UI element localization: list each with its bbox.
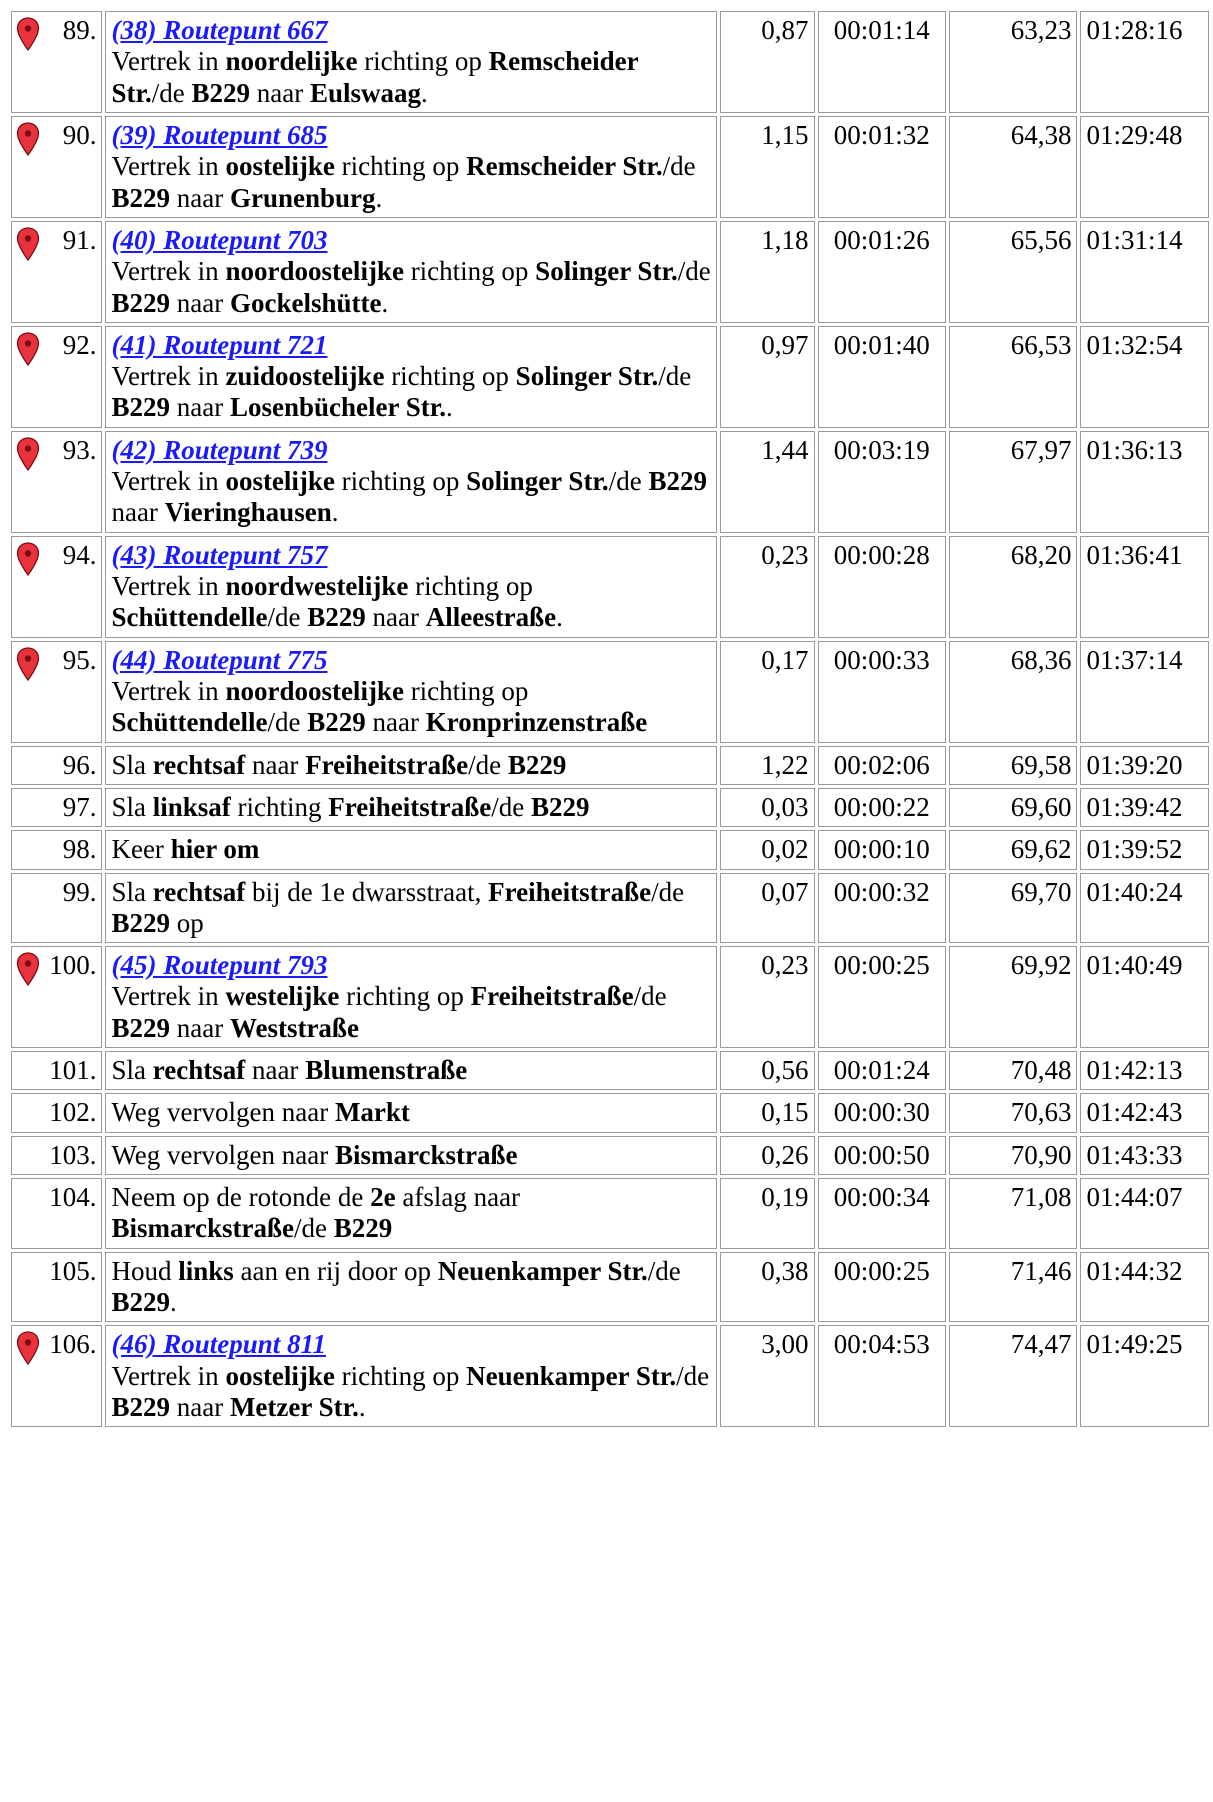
- cumulative-time: 01:42:13: [1080, 1051, 1209, 1090]
- instruction-text: Vertrek in: [111, 46, 226, 77]
- map-pin-icon[interactable]: [16, 332, 40, 366]
- step-description: [105, 873, 717, 944]
- instruction-text: aan en rij door op: [233, 1255, 438, 1286]
- cumulative-time: 01:43:33: [1080, 1136, 1209, 1175]
- step-number: 103.: [49, 1139, 97, 1170]
- table-row: [11, 221, 1209, 323]
- instruction-text: /de: [151, 77, 192, 108]
- cumulative-time: 01:40:49: [1080, 946, 1209, 1048]
- instruction-keyword: Markt: [334, 1097, 410, 1128]
- step-number: 93.: [62, 434, 97, 465]
- step-number: 89.: [62, 15, 97, 45]
- segment-distance: 0,97: [720, 326, 815, 428]
- instruction-text: Vertrek in: [111, 256, 226, 287]
- step-description: [105, 946, 717, 1048]
- step-number: 105.: [49, 1255, 97, 1286]
- table-row: [11, 746, 1209, 785]
- instruction-keyword: noordwestelijke: [225, 571, 409, 601]
- segment-distance: 3,00: [720, 1325, 815, 1427]
- waypoint-link[interactable]: (43) Routepunt 757: [111, 539, 328, 570]
- instruction-text: richting op: [403, 675, 529, 706]
- instruction-keyword: Blumenstraße: [305, 1055, 468, 1086]
- instruction-text: .: [331, 497, 339, 528]
- instruction-keyword: Bismarckstraße: [334, 1139, 518, 1170]
- instruction-text: Vertrek in: [111, 466, 226, 497]
- segment-distance: 1,22: [720, 746, 815, 785]
- instruction-text: naar: [365, 707, 426, 738]
- instruction-keyword: 2e: [370, 1182, 396, 1212]
- instruction-text: naar: [245, 749, 306, 780]
- instruction-keyword: Freiheitstraße: [470, 981, 634, 1012]
- segment-duration: 00:01:32: [818, 116, 946, 218]
- segment-duration: 00:01:14: [818, 11, 946, 113]
- step-number: 101.: [49, 1055, 97, 1086]
- table-row: [11, 431, 1209, 533]
- instruction-text: .: [556, 602, 563, 633]
- table-row: [11, 1136, 1209, 1175]
- cumulative-distance: 68,20: [949, 536, 1077, 638]
- instruction-text: naar: [169, 182, 230, 213]
- cumulative-distance: 63,23: [949, 11, 1077, 113]
- segment-duration: 00:00:34: [818, 1178, 946, 1249]
- map-pin-icon[interactable]: [16, 542, 40, 576]
- instruction-keyword: Neuenkamper Str.: [437, 1255, 648, 1286]
- instruction-keyword: B229: [507, 749, 567, 780]
- cumulative-distance: 70,48: [949, 1051, 1077, 1090]
- waypoint-link[interactable]: (46) Routepunt 811: [111, 1329, 327, 1360]
- instruction-keyword: rechtsaf: [152, 876, 246, 907]
- instruction-keyword: Solinger Str.: [515, 361, 659, 392]
- segment-distance: 0,56: [720, 1051, 815, 1090]
- instruction-text: naar: [111, 497, 165, 528]
- step-number-cell: [11, 946, 102, 1048]
- instruction-text: richting op: [339, 981, 471, 1012]
- segment-duration: 00:00:25: [818, 946, 946, 1048]
- instruction-text: /de: [468, 749, 508, 780]
- step-number-cell: [11, 536, 102, 638]
- segment-distance: 0,23: [720, 536, 815, 638]
- waypoint-link[interactable]: (45) Routepunt 793: [111, 950, 328, 981]
- step-number: 97.: [62, 791, 97, 822]
- step-number: 91.: [62, 224, 97, 255]
- instruction-text: Neem op de rotonde de: [111, 1182, 371, 1212]
- instruction-keyword: B229: [191, 77, 250, 108]
- instruction-keyword: B229: [111, 287, 170, 318]
- step-number-cell: [11, 1136, 102, 1175]
- step-number-cell: [11, 116, 102, 218]
- instruction-text: richting op: [408, 571, 533, 601]
- cumulative-distance: 64,38: [949, 116, 1077, 218]
- instruction-keyword: Metzer Str.: [229, 1391, 359, 1422]
- step-description: [105, 431, 717, 533]
- cumulative-time: 01:44:32: [1080, 1252, 1209, 1323]
- instruction-text: richting op: [334, 1360, 467, 1391]
- segment-distance: 0,26: [720, 1136, 815, 1175]
- instruction-keyword: Weststraße: [229, 1012, 359, 1043]
- instruction-keyword: B229: [530, 791, 590, 822]
- step-description: [105, 221, 717, 323]
- segment-duration: 00:01:40: [818, 326, 946, 428]
- instruction-text: naar: [365, 602, 426, 633]
- instruction-text: richting op: [334, 151, 467, 182]
- instruction-text: Weg vervolgen naar: [111, 1139, 335, 1170]
- instruction-keyword: Kronprinzenstraße: [425, 707, 648, 738]
- table-row: [11, 830, 1209, 869]
- step-number: 106.: [49, 1329, 97, 1360]
- instruction-keyword: Freiheitstraße: [488, 876, 652, 907]
- instruction-text: naar: [169, 392, 230, 423]
- instruction-text: Weg vervolgen naar: [111, 1097, 335, 1128]
- instruction-text: afslag naar: [395, 1182, 521, 1212]
- step-description: [105, 788, 717, 827]
- map-pin-icon[interactable]: [16, 647, 40, 681]
- instruction-text: Vertrek in: [111, 151, 226, 182]
- waypoint-link[interactable]: (39) Routepunt 685: [111, 119, 328, 150]
- step-description: [105, 11, 717, 113]
- step-description: [105, 1252, 717, 1323]
- step-description: [105, 116, 717, 218]
- instruction-keyword: B229: [333, 1213, 393, 1244]
- instruction-text: /de: [267, 602, 308, 633]
- instruction-text: /de: [651, 876, 685, 907]
- instruction-text: /de: [633, 981, 667, 1012]
- instruction-text: richting op: [403, 256, 536, 287]
- segment-distance: 0,87: [720, 11, 815, 113]
- cumulative-time: 01:39:42: [1080, 788, 1209, 827]
- table-row: [11, 1325, 1209, 1427]
- segment-duration: 00:03:19: [818, 431, 946, 533]
- cumulative-distance: 69,70: [949, 873, 1077, 944]
- step-description: [105, 1136, 717, 1175]
- instruction-text: Houd: [111, 1255, 179, 1286]
- route-directions-table: [8, 8, 1212, 1430]
- map-pin-icon[interactable]: [16, 122, 40, 156]
- instruction-keyword: Grunenburg: [229, 182, 376, 213]
- instruction-keyword: westelijke: [225, 981, 340, 1012]
- step-number: 94.: [62, 539, 97, 570]
- step-number-cell: [11, 873, 102, 944]
- step-number: 99.: [62, 876, 97, 907]
- segment-distance: 0,07: [720, 873, 815, 944]
- instruction-text: .: [358, 1391, 366, 1422]
- map-pin-icon[interactable]: [16, 437, 40, 471]
- instruction-text: /de: [293, 1213, 334, 1244]
- instruction-keyword: B229: [111, 1391, 170, 1422]
- instruction-keyword: Solinger Str.: [535, 256, 678, 287]
- instruction-text: Vertrek in: [111, 675, 226, 706]
- segment-distance: 0,38: [720, 1252, 815, 1323]
- instruction-text: /de: [267, 707, 308, 738]
- instruction-text: /de: [676, 1360, 710, 1391]
- step-description: [105, 1325, 717, 1427]
- waypoint-link[interactable]: (40) Routepunt 703: [111, 224, 328, 255]
- step-number: 102.: [49, 1097, 97, 1128]
- cumulative-time: 01:40:24: [1080, 873, 1209, 944]
- instruction-text: naar: [169, 1012, 230, 1043]
- step-number: 104.: [49, 1182, 97, 1212]
- instruction-text: richting op: [357, 46, 489, 77]
- map-pin-icon[interactable]: [16, 17, 40, 51]
- table-row: [11, 536, 1209, 638]
- cumulative-time: 01:32:54: [1080, 326, 1209, 428]
- table-row: [11, 1178, 1209, 1249]
- table-row: [11, 1093, 1209, 1132]
- cumulative-distance: 67,97: [949, 431, 1077, 533]
- instruction-keyword: hier om: [170, 834, 260, 865]
- instruction-keyword: Remscheider Str.: [111, 46, 639, 108]
- cumulative-time: 01:44:07: [1080, 1178, 1209, 1249]
- cumulative-time: 01:49:25: [1080, 1325, 1209, 1427]
- step-number-cell: [11, 830, 102, 869]
- cumulative-distance: 70,63: [949, 1093, 1077, 1132]
- instruction-text: .: [169, 1286, 177, 1317]
- instruction-text: Sla: [111, 1055, 153, 1086]
- cumulative-time: 01:29:48: [1080, 116, 1209, 218]
- table-row: [11, 116, 1209, 218]
- instruction-keyword: Eulswaag: [309, 77, 422, 108]
- step-number: 98.: [62, 834, 97, 865]
- instruction-keyword: noordelijke: [225, 46, 358, 77]
- instruction-text: .: [375, 182, 383, 213]
- instruction-keyword: B229: [111, 1286, 170, 1317]
- step-number-cell: [11, 1093, 102, 1132]
- step-number-cell: [11, 431, 102, 533]
- segment-duration: 00:00:28: [818, 536, 946, 638]
- instruction-text: /de: [647, 1255, 681, 1286]
- table-row: [11, 946, 1209, 1048]
- instruction-text: Vertrek in: [111, 361, 226, 392]
- cumulative-time: 01:42:43: [1080, 1093, 1209, 1132]
- step-number: 90.: [62, 119, 97, 150]
- instruction-keyword: oostelijke: [225, 466, 335, 497]
- instruction-text: Vertrek in: [111, 981, 226, 1012]
- segment-duration: 00:01:24: [818, 1051, 946, 1090]
- instruction-keyword: rechtsaf: [152, 749, 246, 780]
- instruction-keyword: zuidoostelijke: [225, 361, 385, 392]
- instruction-text: .: [445, 392, 453, 423]
- segment-duration: 00:01:26: [818, 221, 946, 323]
- segment-duration: 00:00:10: [818, 830, 946, 869]
- instruction-keyword: Schüttendelle: [111, 602, 268, 633]
- instruction-text: Keer: [111, 834, 171, 865]
- instruction-keyword: noordoostelijke: [225, 675, 404, 706]
- map-pin-icon[interactable]: [16, 227, 40, 261]
- instruction-text: naar: [169, 1391, 230, 1422]
- instruction-text: Sla: [111, 876, 153, 907]
- step-description: [105, 1051, 717, 1090]
- map-pin-icon[interactable]: [16, 1331, 40, 1365]
- instruction-keyword: Remscheider Str.: [466, 151, 663, 182]
- segment-distance: 0,03: [720, 788, 815, 827]
- segment-duration: 00:00:50: [818, 1136, 946, 1175]
- instruction-text: richting op: [334, 466, 467, 497]
- step-number: 92.: [62, 329, 97, 360]
- table-row: [11, 873, 1209, 944]
- table-row: [11, 326, 1209, 428]
- segment-duration: 00:00:30: [818, 1093, 946, 1132]
- step-description: [105, 536, 717, 638]
- table-row: [11, 1252, 1209, 1323]
- segment-distance: 1,15: [720, 116, 815, 218]
- step-description: [105, 641, 717, 743]
- instruction-keyword: B229: [307, 602, 366, 633]
- segment-duration: 00:02:06: [818, 746, 946, 785]
- instruction-keyword: B229: [111, 1012, 170, 1043]
- table-row: [11, 641, 1209, 743]
- instruction-keyword: B229: [111, 392, 170, 423]
- step-number: 100.: [49, 950, 97, 981]
- instruction-text: naar: [169, 287, 230, 318]
- instruction-text: Sla: [111, 791, 153, 822]
- table-row: [11, 788, 1209, 827]
- instruction-keyword: B229: [111, 907, 170, 938]
- instruction-text: .: [421, 77, 428, 108]
- instruction-keyword: Neuenkamper Str.: [466, 1360, 677, 1391]
- cumulative-time: 01:39:52: [1080, 830, 1209, 869]
- instruction-text: naar: [250, 77, 310, 108]
- cumulative-distance: 74,47: [949, 1325, 1077, 1427]
- cumulative-distance: 69,92: [949, 946, 1077, 1048]
- step-number-cell: [11, 1325, 102, 1427]
- waypoint-link[interactable]: (44) Routepunt 775: [111, 644, 328, 675]
- segment-duration: 00:00:32: [818, 873, 946, 944]
- step-description: [105, 1093, 717, 1132]
- instruction-text: Vertrek in: [111, 571, 226, 601]
- step-description: [105, 746, 717, 785]
- instruction-keyword: Vieringhausen: [164, 497, 332, 528]
- cumulative-time: 01:39:20: [1080, 746, 1209, 785]
- instruction-keyword: Solinger Str.: [466, 466, 609, 497]
- step-number: 96.: [62, 749, 97, 780]
- segment-distance: 0,15: [720, 1093, 815, 1132]
- instruction-text: /de: [677, 256, 711, 287]
- instruction-text: /de: [608, 466, 649, 497]
- step-description: [105, 1178, 717, 1249]
- segment-duration: 00:00:22: [818, 788, 946, 827]
- cumulative-distance: 69,62: [949, 830, 1077, 869]
- instruction-keyword: B229: [307, 707, 366, 738]
- instruction-keyword: linksaf: [152, 791, 231, 822]
- step-number-cell: [11, 221, 102, 323]
- segment-duration: 00:00:33: [818, 641, 946, 743]
- step-number-cell: [11, 746, 102, 785]
- instruction-keyword: Bismarckstraße: [111, 1213, 294, 1244]
- segment-distance: 0,17: [720, 641, 815, 743]
- cumulative-distance: 69,60: [949, 788, 1077, 827]
- cumulative-distance: 71,08: [949, 1178, 1077, 1249]
- step-number-cell: [11, 1051, 102, 1090]
- segment-duration: 00:04:53: [818, 1325, 946, 1427]
- step-description: [105, 326, 717, 428]
- step-description: [105, 830, 717, 869]
- step-number: 95.: [62, 644, 97, 675]
- instruction-keyword: B229: [111, 182, 170, 213]
- instruction-keyword: Losenbücheler Str.: [229, 392, 446, 423]
- cumulative-time: 01:37:14: [1080, 641, 1209, 743]
- waypoint-link[interactable]: (38) Routepunt 667: [111, 15, 328, 45]
- cumulative-time: 01:36:41: [1080, 536, 1209, 638]
- cumulative-time: 01:36:13: [1080, 431, 1209, 533]
- segment-distance: 0,23: [720, 946, 815, 1048]
- instruction-keyword: Freiheitstraße: [305, 749, 469, 780]
- segment-distance: 1,44: [720, 431, 815, 533]
- instruction-text: richting op: [384, 361, 516, 392]
- instruction-keyword: links: [178, 1255, 234, 1286]
- step-number-cell: [11, 788, 102, 827]
- instruction-text: richting: [230, 791, 329, 822]
- segment-distance: 1,18: [720, 221, 815, 323]
- step-number-cell: [11, 11, 102, 113]
- instruction-keyword: Freiheitstraße: [328, 791, 492, 822]
- table-row: [11, 1051, 1209, 1090]
- instruction-text: bij de 1e dwarsstraat,: [245, 876, 489, 907]
- waypoint-link[interactable]: (42) Routepunt 739: [111, 434, 328, 465]
- instruction-text: /de: [662, 151, 696, 182]
- cumulative-distance: 65,56: [949, 221, 1077, 323]
- cumulative-distance: 70,90: [949, 1136, 1077, 1175]
- cumulative-time: 01:31:14: [1080, 221, 1209, 323]
- cumulative-distance: 69,58: [949, 746, 1077, 785]
- segment-distance: 0,02: [720, 830, 815, 869]
- instruction-keyword: oostelijke: [225, 1360, 335, 1391]
- step-number-cell: [11, 1178, 102, 1249]
- instruction-keyword: Gockelshütte: [229, 287, 382, 318]
- instruction-text: naar: [245, 1055, 306, 1086]
- segment-distance: 0,19: [720, 1178, 815, 1249]
- waypoint-link[interactable]: (41) Routepunt 721: [111, 329, 328, 360]
- instruction-keyword: B229: [648, 466, 707, 497]
- instruction-keyword: noordoostelijke: [225, 256, 404, 287]
- instruction-keyword: oostelijke: [225, 151, 335, 182]
- instruction-text: op: [169, 907, 204, 938]
- map-pin-icon[interactable]: [16, 952, 40, 986]
- step-number-cell: [11, 326, 102, 428]
- step-number-cell: [11, 641, 102, 743]
- route-table-body: [11, 11, 1209, 1427]
- cumulative-distance: 68,36: [949, 641, 1077, 743]
- segment-duration: 00:00:25: [818, 1252, 946, 1323]
- instruction-text: .: [381, 287, 389, 318]
- cumulative-time: 01:28:16: [1080, 11, 1209, 113]
- instruction-text: Vertrek in: [111, 1360, 226, 1391]
- instruction-keyword: Schüttendelle: [111, 707, 268, 738]
- table-row: [11, 11, 1209, 113]
- instruction-text: /de: [491, 791, 531, 822]
- instruction-keyword: rechtsaf: [152, 1055, 246, 1086]
- cumulative-distance: 66,53: [949, 326, 1077, 428]
- step-number-cell: [11, 1252, 102, 1323]
- instruction-keyword: Alleestraße: [425, 602, 557, 633]
- cumulative-distance: 71,46: [949, 1252, 1077, 1323]
- instruction-text: Sla: [111, 749, 153, 780]
- instruction-text: /de: [658, 361, 692, 392]
